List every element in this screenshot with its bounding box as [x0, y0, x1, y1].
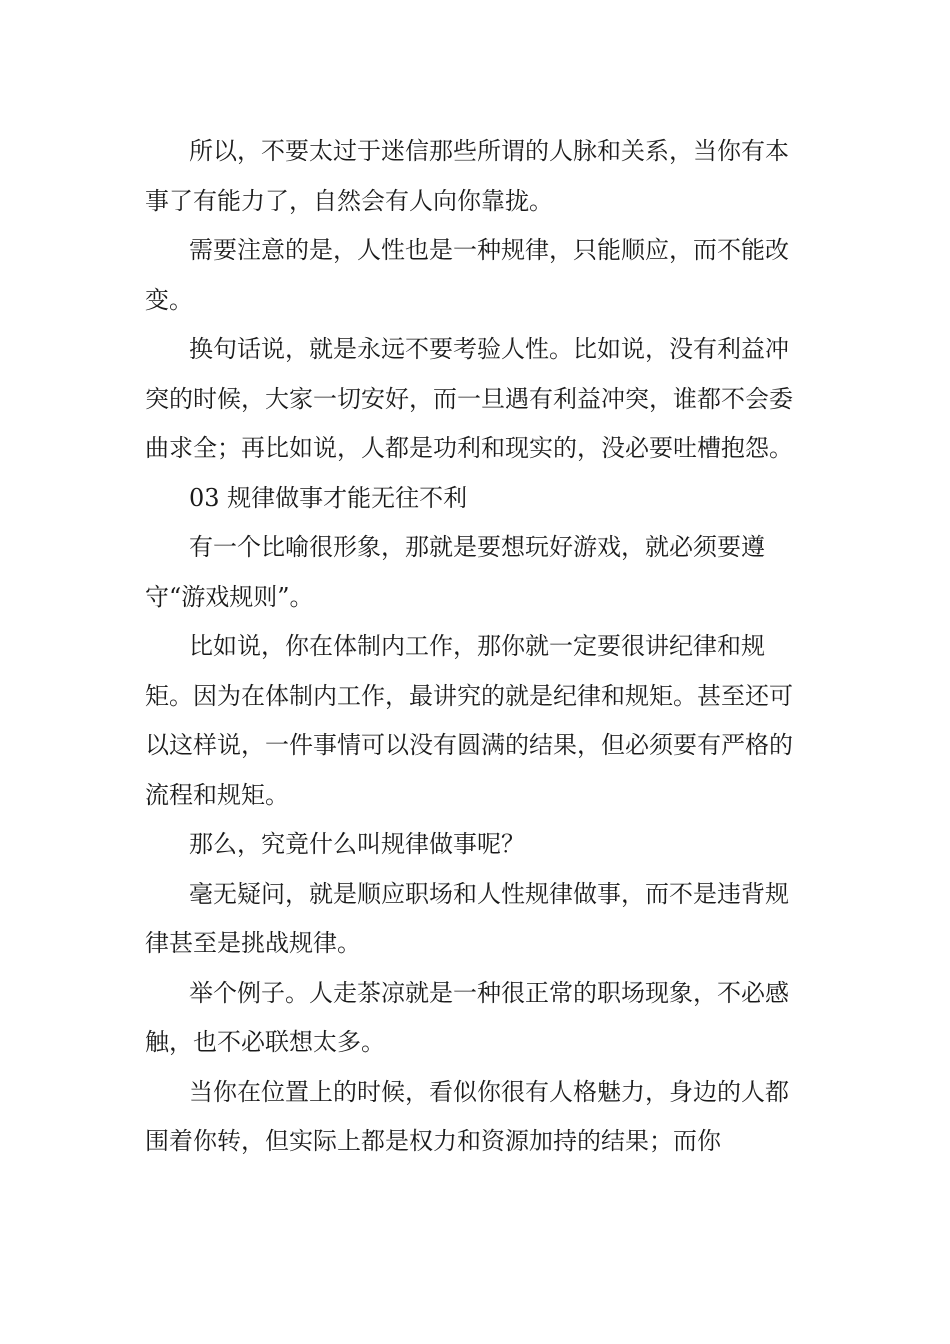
paragraph: 那么，究竟什么叫规律做事呢？ [189, 830, 525, 858]
paragraph: 需要注意的是，人性也是一种规律，只能顺应，而不能改变。 [145, 236, 789, 314]
paragraph: 毫无疑问，就是顺应职场和人性规律做事，而不是违背规律甚至是挑战规律。 [145, 879, 789, 957]
paragraph: 换句话说，就是永远不要考验人性。比如说，没有利益冲突的时候，大家一切安好，而一旦遇有利益冲突，谁都不会委曲求全；再比如说，人都是功利和现实的，没必要吐槽抱怨。 [145, 335, 793, 462]
document-body [145, 127, 809, 1167]
paragraph: 当你在位置上的时候，看似你很有人格魅力，身边的人都围着你转，但实际上都是权力和资源加持的结果；而你 [145, 1077, 789, 1155]
paragraph: 举个例子。人走茶凉就是一种很正常的职场现象，不必感触，也不必联想太多。 [145, 978, 789, 1056]
paragraph: 有一个比喻很形象，那就是要想玩好游戏，就必须要遵守“游戏规则”。 [145, 533, 765, 611]
paragraph: 比如说，你在体制内工作，那你就一定要很讲纪律和规矩。因为在体制内工作，最讲究的就是纪律和规矩。甚至还可以这样说，一件事情可以没有圆满的结果，但必须要有严格的流程和规矩。 [145, 632, 793, 809]
paragraph: 所以，不要太过于迷信那些所谓的人脉和关系，当你有本事了有能力了，自然会有人向你靠拢。 [145, 137, 789, 215]
section-heading: 03 规律做事才能无往不利 [189, 483, 468, 512]
